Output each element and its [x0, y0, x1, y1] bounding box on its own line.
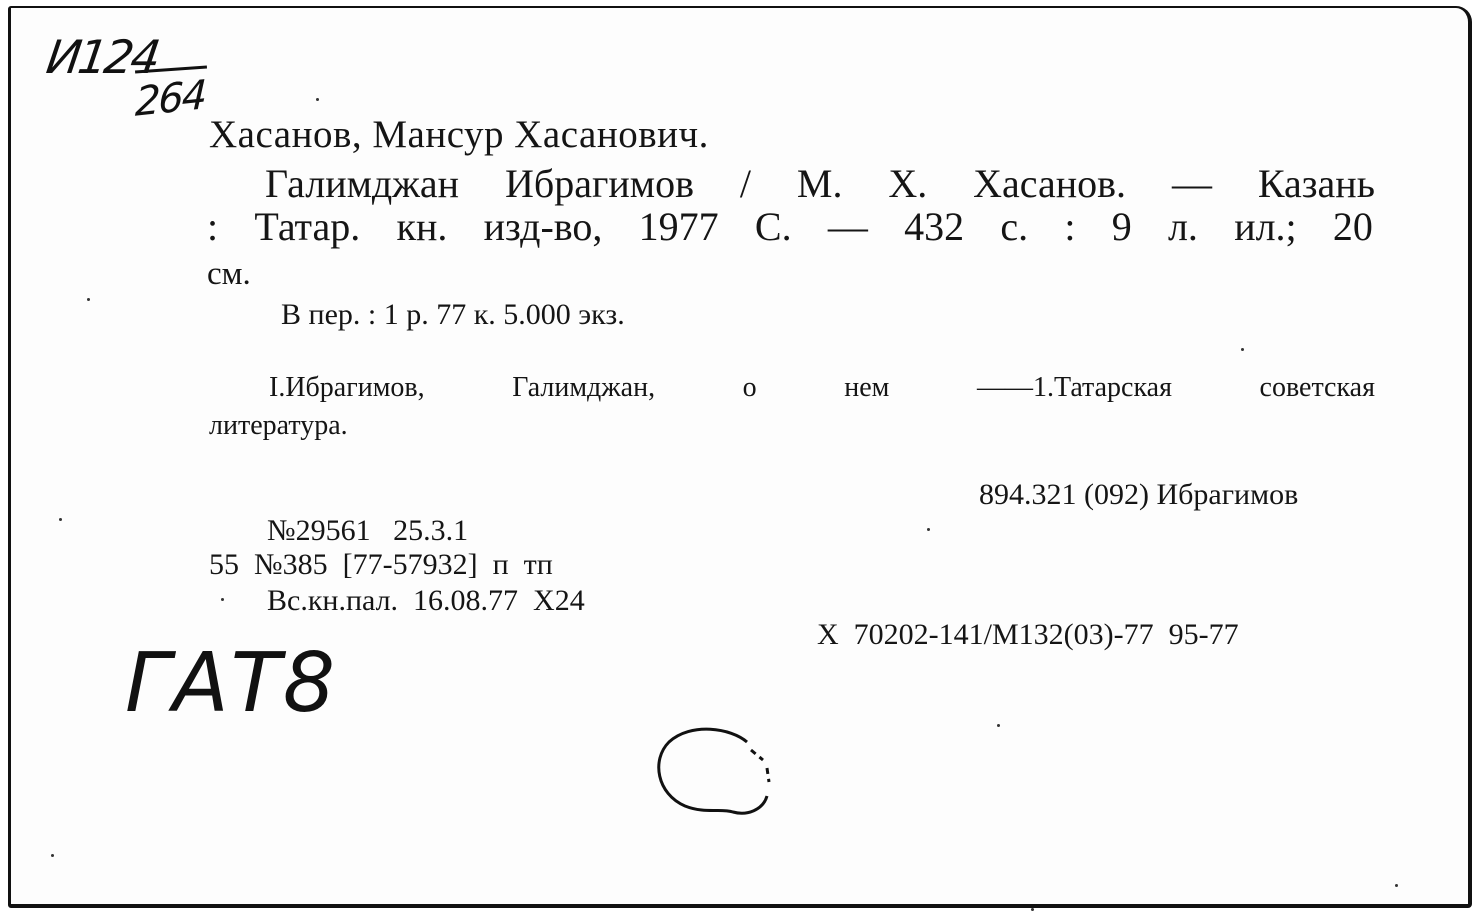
dust-speck [1241, 348, 1244, 351]
subject-word: о [742, 372, 757, 403]
subject-end: литература. [209, 410, 348, 441]
publication-word: : [207, 204, 219, 249]
punch-hole-icon [651, 724, 781, 824]
title-word: Х. [888, 161, 928, 206]
publication-word: 20 [1332, 204, 1373, 249]
shelf-mark-top: И124 [43, 30, 162, 84]
price-line: В пер. : 1 р. 77 к. 5.000 экз. [281, 298, 625, 331]
title-word: Хасанов. [973, 161, 1127, 206]
order-line: 55 №385 [77-57932] п тп [209, 548, 553, 581]
title-word: — [1171, 161, 1212, 206]
dust-speck [221, 598, 224, 601]
title-word: Ибрагимов [504, 161, 694, 206]
subject-line [269, 372, 1375, 404]
subject-word: Галимджан, [512, 372, 656, 403]
location-mark: ГАТ8 [125, 636, 338, 731]
catalog-card [8, 6, 1472, 908]
record-number: №29561 25.3.1 [267, 514, 469, 547]
publication-word: кн. [396, 204, 448, 249]
subject-word: нем [844, 372, 890, 403]
title-line [265, 160, 1375, 207]
book-chamber-line: Вс.кн.пал. 16.08.77 Х24 [267, 584, 585, 617]
publication-word: ил.; [1234, 204, 1297, 249]
dust-speck [1395, 884, 1398, 887]
publication-word: Татар. [254, 204, 361, 249]
dust-speck [316, 98, 319, 101]
publication-word: С. [754, 204, 792, 249]
title-word: М. [796, 161, 843, 206]
dust-speck [59, 518, 62, 521]
subject-word: ——1.Татарская [976, 372, 1172, 403]
publication-line [207, 203, 1373, 250]
publication-word: 432 [904, 204, 965, 249]
shelf-mark-bottom: 264 [134, 72, 206, 126]
publication-word: — [827, 204, 868, 249]
publication-end: см. [207, 256, 251, 292]
udc-classification: 894.321 (092) Ибрагимов [979, 478, 1299, 511]
publication-word: изд-во, [483, 204, 603, 249]
dust-speck [1031, 908, 1034, 911]
dust-speck [87, 298, 90, 301]
dust-speck [997, 724, 1000, 727]
publication-word: с. [1000, 204, 1029, 249]
dust-speck [927, 528, 930, 531]
publisher-code: Х 70202-141/М132(03)-77 95-77 [817, 618, 1239, 651]
dust-speck [51, 854, 54, 857]
title-word: / [739, 161, 751, 206]
title-word: Галимджан [265, 161, 460, 206]
publication-word: : [1064, 204, 1076, 249]
subject-word: I.Ибрагимов, [269, 372, 425, 403]
publication-word: 9 [1111, 204, 1132, 249]
publication-word: 1977 [638, 204, 719, 249]
author-heading: Хасанов, Мансур Хасанович. [209, 113, 709, 156]
title-word: Казань [1257, 161, 1375, 206]
publication-word: л. [1167, 204, 1198, 249]
subject-word: советская [1259, 372, 1375, 403]
